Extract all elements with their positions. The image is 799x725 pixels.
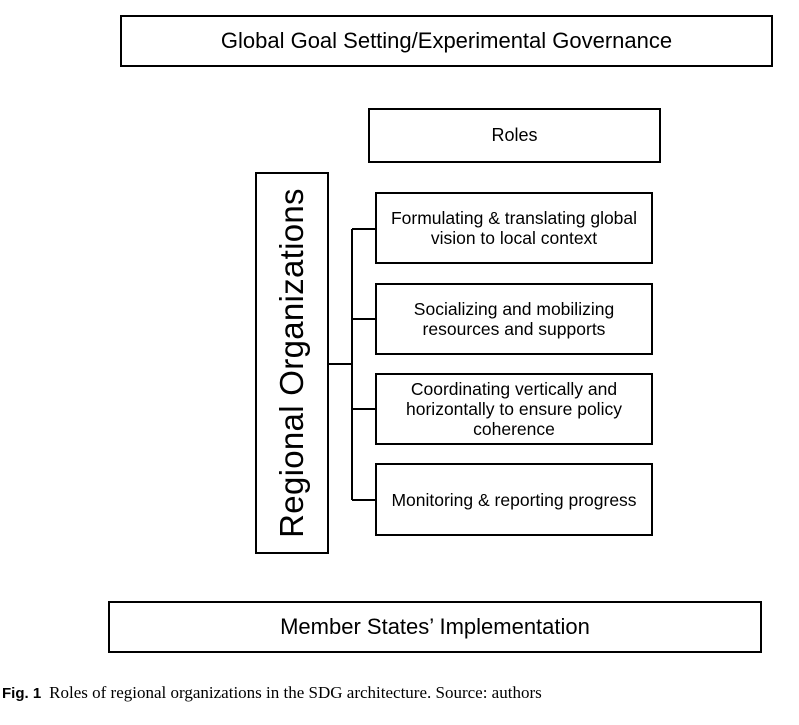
role-box-formulating bbox=[375, 192, 653, 264]
role-label-formulating: Formulating & translating global vision to local context bbox=[390, 208, 638, 248]
member-states-box bbox=[108, 601, 762, 653]
global-goal-setting-label: Global Goal Setting/Experimental Governance bbox=[220, 28, 673, 53]
role-box-monitoring bbox=[375, 463, 653, 536]
role-box-coordinating bbox=[375, 373, 653, 445]
role-label-socializing: Socializing and mobilizing resources and supports bbox=[413, 299, 615, 339]
role-box-socializing bbox=[375, 283, 653, 355]
figure-number: Fig. 1 bbox=[2, 685, 42, 702]
regional-organizations-label: Regional Organizations bbox=[273, 188, 311, 538]
roles-header-label: Roles bbox=[491, 125, 538, 145]
role-label-monitoring: Monitoring & reporting progress bbox=[391, 489, 637, 510]
role-label-coordinating: Coordinating vertically and horizontally to ensure policy coherence bbox=[406, 379, 622, 439]
figure-caption-text: Roles of regional organizations in the SDG architecture. Source: authors bbox=[49, 683, 542, 702]
member-states-label: Member States’ Implementation bbox=[280, 614, 590, 639]
figure-caption bbox=[2, 683, 542, 703]
